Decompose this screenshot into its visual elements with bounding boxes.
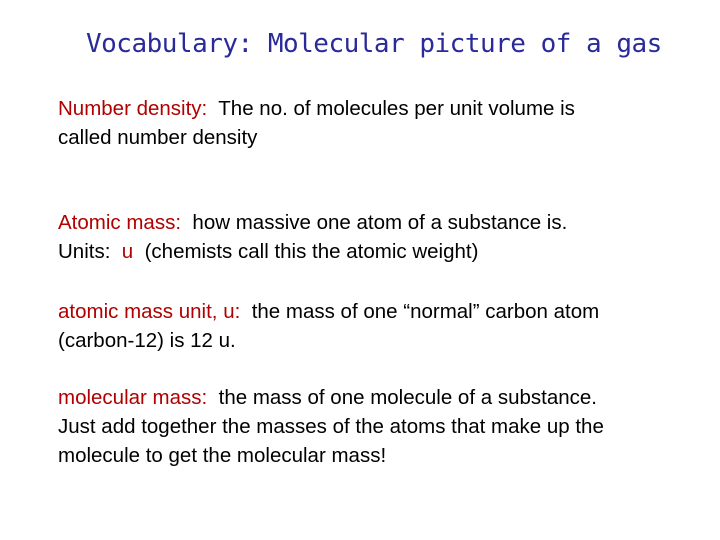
- atomic-mass-definition: [58, 208, 678, 266]
- number-density-line-2: called number density: [58, 126, 258, 149]
- molecular-mass-line-2: Just add together the masses of the atoms that make up the: [58, 415, 604, 438]
- units-note: (chemists call this the atomic weight): [133, 240, 479, 263]
- unit-symbol: u: [121, 240, 134, 263]
- atomic-mass-term: Atomic mass:: [58, 211, 182, 234]
- number-density-term: Number density:: [58, 97, 208, 120]
- atomic-mass-text: how massive one atom of a substance is.: [181, 211, 568, 234]
- atomic-mass-unit-line-2: (carbon-12) is 12 u.: [58, 329, 236, 352]
- number-density-line-1: [58, 94, 678, 123]
- molecular-mass-line-3: molecule to get the molecular mass!: [58, 444, 387, 467]
- molecular-mass-line-1: [58, 383, 678, 412]
- atomic-mass-unit-line-1: [58, 297, 678, 326]
- molecular-mass-definition: [58, 383, 678, 470]
- number-density-text: The no. of molecules per unit volume is: [207, 97, 575, 120]
- atomic-mass-unit-text: the mass of one “normal” carbon atom: [240, 300, 600, 323]
- atomic-mass-line-1: [58, 208, 678, 237]
- molecular-mass-term: molecular mass:: [58, 386, 208, 409]
- slide-title: Vocabulary: Molecular picture of a gas: [86, 29, 662, 59]
- atomic-mass-unit-term: atomic mass unit, u:: [58, 300, 241, 323]
- atomic-mass-unit-definition: [58, 297, 678, 355]
- number-density-definition: [58, 94, 678, 152]
- units-label: Units:: [58, 240, 122, 263]
- molecular-mass-text: the mass of one molecule of a substance.: [207, 386, 597, 409]
- atomic-mass-line-2: [58, 237, 678, 266]
